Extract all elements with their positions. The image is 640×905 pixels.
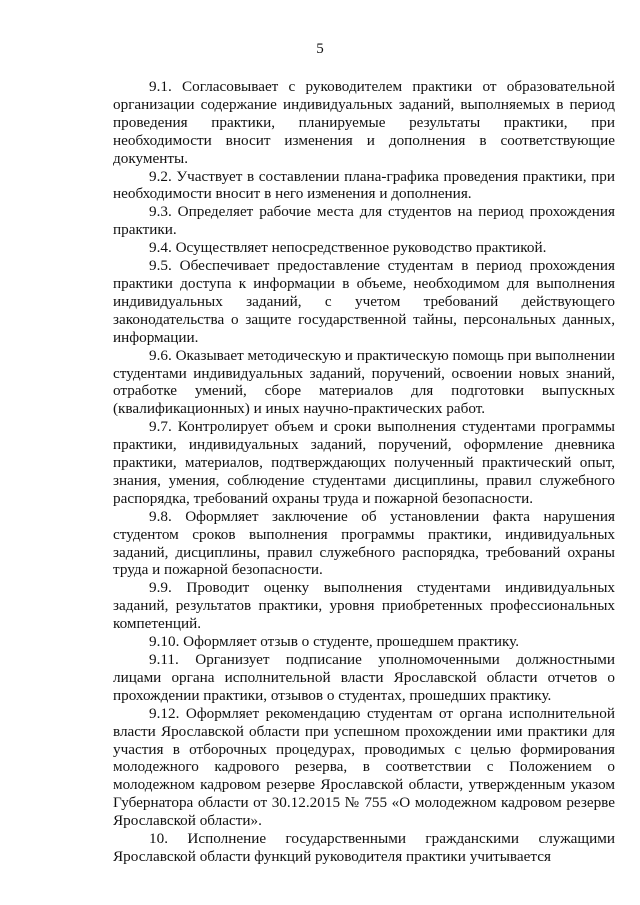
paragraph-9-9: 9.9. Проводит оценку выполнения студентами индивидуальных заданий, результатов практики, уровня приобретенных профессиональных компетенций. bbox=[113, 579, 615, 633]
paragraph-9-1: 9.1. Согласовывает с руководителем практики от образовательной организации содержание индивидуальных заданий, выполняемых в период проведения практики, планируемые результаты практики, при необходимости вносит изменения и дополнения в соответствующие документы. bbox=[113, 78, 615, 167]
paragraph-9-12: 9.12. Оформляет рекомендацию студентам от органа исполнительной власти Ярославской области при успешном прохождении ими практики для участия в отборочных процедурах, проводимых с целью формирования молодежного кадрового резерва, в соответствии с Положением о молодежном кадровом резерве Ярославской области, утвержденным указом Губернатора области от 30.12.2015 № 755 «О молодежном кадровом резерве Ярославской области». bbox=[113, 704, 615, 830]
paragraph-10: 10. Исполнение государственными гражданскими служащими Ярославской области функций руководителя практики учитывается bbox=[113, 830, 615, 865]
paragraph-9-7: 9.7. Контролирует объем и сроки выполнения студентами программы практики, индивидуальных заданий, поручений, оформление дневника практики, материалов, подтверждающих полученный практический опыт, знания, умения, соблюдение студентами дисциплины, правил служебного распорядка, требований охраны труда и пожарной безопасности. bbox=[113, 418, 615, 507]
paragraph-9-8: 9.8. Оформляет заключение об установлении факта нарушения студентом сроков выполнения программы практики, индивидуальных заданий, дисциплины, правил служебного распорядка, требований охраны труда и пожарной безопасности. bbox=[113, 507, 615, 579]
paragraph-9-3: 9.3. Определяет рабочие места для студентов на период прохождения практики. bbox=[113, 203, 615, 239]
paragraph-9-10: 9.10. Оформляет отзыв о студенте, прошедшем практику. bbox=[149, 633, 520, 651]
paragraph-9-11: 9.11. Организует подписание уполномоченными должностными лицами органа исполнительной власти Ярославской области отчетов о прохождении практики, отзывов о студентах, прошедших практику. bbox=[113, 651, 615, 704]
paragraph-9-6: 9.6. Оказывает методическую и практическую помощь при выполнении студентами индивидуальных заданий, поручений, освоении новых знаний, отработке умений, сборе материалов для подготовки выпускных (квалификационных) и иных научно-практических работ. bbox=[113, 346, 615, 418]
paragraph-9-5: 9.5. Обеспечивает предоставление студентам в период прохождения практики доступа к информации в объеме, необходимом для выполнения индивидуальных заданий, с учетом требований действующего законодательства о защите государственной тайны, персональных данных, информации. bbox=[113, 257, 615, 346]
paragraph-9-2: 9.2. Участвует в составлении плана-графика проведения практики, при необходимости вносит в него изменения и дополнения. bbox=[113, 167, 615, 203]
paragraph-9-4: 9.4. Осуществляет непосредственное руководство практикой. bbox=[149, 239, 547, 257]
document-body bbox=[113, 78, 615, 866]
page-number: 5 bbox=[316, 41, 324, 57]
